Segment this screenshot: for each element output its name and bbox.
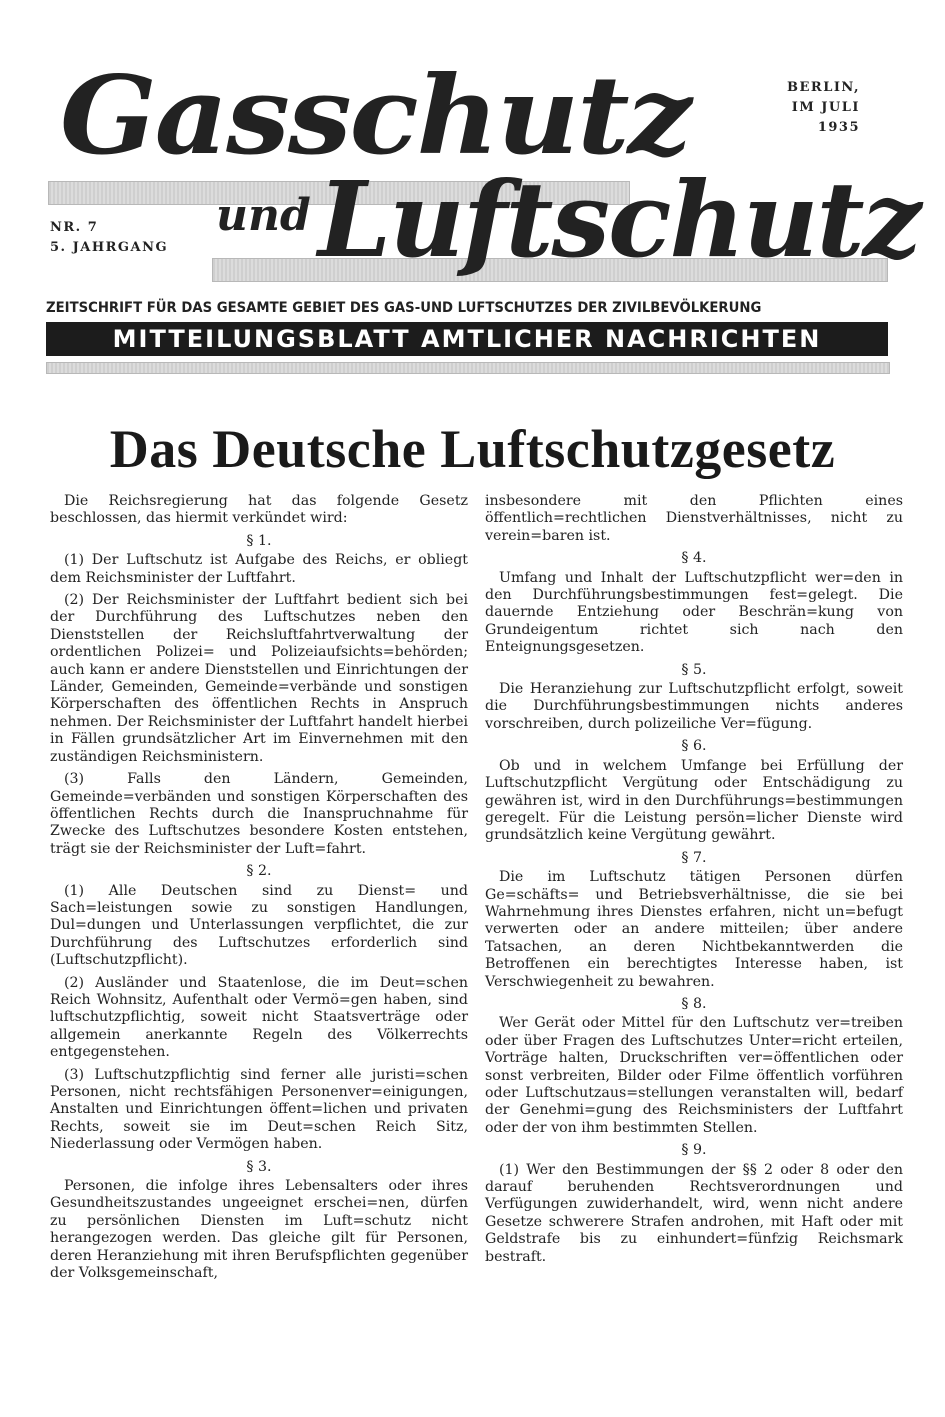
paragraph: (1) Der Luftschutz ist Aufgabe des Reichs, er obliegt dem Reichsminister der Luftfahrt. <box>50 552 468 586</box>
paragraph: (1) Alle Deutschen sind zu Dienst= und Sach=leistungen sowie zu sonstigen Handlungen, Dul=dungen und Unterlassungen verpflichtet, die zur Durchführung des Luftschutzes erforderlich sind (Luftschutzpflicht). <box>50 882 468 969</box>
section-heading: § 8. <box>681 995 707 1012</box>
paragraph: (2) Der Reichsminister der Luftfahrt bedient sich bei der Durchführung des Luftschutzes neben den Dienststellen der Reichsluftfahrtverwaltung der ordentlichen Polizei= und Polizeiaufsichts=behörden; auch kann er andere Dienststellen und Einrichtungen der Länder, Gemeinden, Gemeinde=verbände und sonstigen Körperschaften des öffentlichen Rechts in Anspruch nehmen. Der Reichsminister der Luftfahrt handelt hierbei in Fällen grundsätzlicher Art im Einvernehmen mit den zuständigen Reichsministern. <box>50 592 469 765</box>
article-column-left <box>50 493 468 1287</box>
place: BERLIN, <box>787 80 860 95</box>
issue-info <box>50 218 168 258</box>
paragraph: Die Heranziehung zur Luftschutzpflicht erfolgt, soweit die Durchführungsbestimmungen nichts anderes vorschreiben, durch polizeiliche Ver=fügung. <box>485 681 903 732</box>
masthead-title-luftschutz: Luftschutz <box>318 158 920 281</box>
issue-number: NR. 7 <box>50 220 99 235</box>
paragraph: (3) Falls den Ländern, Gemeinden, Gemeinde=verbänden und sonstigen Körperschaften des öffentlichen Rechts durch die Inanspruchnahme für Zwecke des Luftschutzes besondere Kosten entstehen, trägt sie der Reichsminister der Luft=fahrt. <box>50 771 468 857</box>
paragraph: Personen, die infolge ihres Lebensalters oder ihres Gesundheitszustandes ungeeignet erschei=nen, dürfen zu persönlichen Diensten im Luft=schutz nicht herangezogen werden. Das gleiche gilt für Personen, deren Heranziehung mit ihren Berufspflichten gegenüber der Volksgemeinschaft, <box>50 1178 468 1282</box>
paragraph: insbesondere mit den Pflichten eines öffentlich=rechtlichen Dienstverhältnisses, nicht zu verein=baren ist. <box>485 493 903 544</box>
paragraph: Die im Luftschutz tätigen Personen dürfen Ge=schäfts= und Betriebsverhältnisse, die sie bei Wahrnehmung ihres Dienstes erfahren, nicht un=befugt verwerten oder an andere mitteilen; über andere Tatsachen, an deren Nichtbekanntwerden die Betroffenen ein berechtigtes Interesse haben, ist Verschwiegenheit zu bewahren. <box>485 869 903 990</box>
section-heading: § 9. <box>681 1142 707 1159</box>
paragraph: (2) Ausländer und Staatenlose, die im Deut=schen Reich Wohnsitz, Aufenthalt oder Vermö=gen haben, sind luftschutzpflichtig, soweit nicht Staatsverträge oder allgemein anerkannte Regeln des Völkerrechts entgegenstehen. <box>50 974 468 1061</box>
paragraph: (1) Wer den Bestimmungen der §§ 2 oder 8 oder den darauf beruhenden Rechtsverordnungen und Verfügungen zuwiderhandelt, wird, wenn nicht andere Gesetze schwerere Strafen androhen, mit Haft oder mit Geldstrafe bis zu einhundert=fünfzig Reichsmark bestraft. <box>485 1161 903 1265</box>
paragraph: Umfang und Inhalt der Luftschutzpflicht wer=den in den Durchführungsbestimmungen fest=gelegt. Die dauernde Entziehung oder Beschrän=kung von Grundeigentum richtet sich nach den Enteignungsgesetzen. <box>485 569 903 656</box>
section-heading: § 2. <box>246 863 272 880</box>
section-heading: § 6. <box>681 738 707 755</box>
decorative-gray-bar <box>46 362 890 374</box>
masthead-band: MITTEILUNGSBLATT AMTLICHER NACHRICHTEN <box>46 322 888 356</box>
section-heading: § 1. <box>246 532 272 549</box>
issue-date: IM JULI 1935 <box>791 100 860 135</box>
section-heading: § 5. <box>681 661 707 678</box>
section-heading: § 4. <box>681 550 707 567</box>
paragraph: Ob und in welchem Umfange bei Erfüllung der Luftschutzpflicht Vergütung oder Entschädigung zu gewähren ist, wird in den Durchführungs=bestimmungen geregelt. Für die Leistung persön=licher Dienste wird grundsätzlich keine Vergütung gewährt. <box>485 757 903 844</box>
place-date <box>752 78 860 138</box>
article-column-right <box>485 493 903 1271</box>
paragraph: (3) Luftschutzpflichtig sind ferner alle juristi=schen Personen, nicht rechtsfähigen Personenver=einigungen, Anstalten und Einrichtungen öffent=lichen und privaten Rechts, soweit sie im Deut=schen Reich Sitz, Niederlassung oder Vermögen haben. <box>50 1066 468 1153</box>
section-heading: § 3. <box>246 1158 272 1175</box>
volume: 5. JAHRGANG <box>50 240 169 255</box>
masthead-title-gasschutz: Gasschutz <box>60 53 690 179</box>
section-heading: § 7. <box>681 849 707 866</box>
masthead <box>0 0 945 380</box>
paragraph: Die Reichsregierung hat das folgende Gesetz beschlossen, das hiermit verkündet wird: <box>50 493 468 527</box>
masthead-title-und: und <box>216 190 311 241</box>
masthead-subtitle: ZEITSCHRIFT FÜR DAS GESAMTE GEBIET DES GAS-UND LUFTSCHUTZES DER ZIVILBEVÖLKERUNG <box>46 300 762 316</box>
paragraph: Wer Gerät oder Mittel für den Luftschutz ver=treiben oder über Fragen des Luftschutzes Unter=richt erteilen, Vorträge halten, Druckschriften ver=öffentlichen oder sonst verbreiten, Bilder oder Filme öffentlich vorführen oder Luftschutzaus=stellungen veranstalten will, bedarf der Genehmi=gung des Reichsministers der Luftfahrt oder der von ihm bestimmten Stellen. <box>485 1015 903 1136</box>
article-title: Das Deutsche Luftschutzgesetz <box>109 419 836 479</box>
